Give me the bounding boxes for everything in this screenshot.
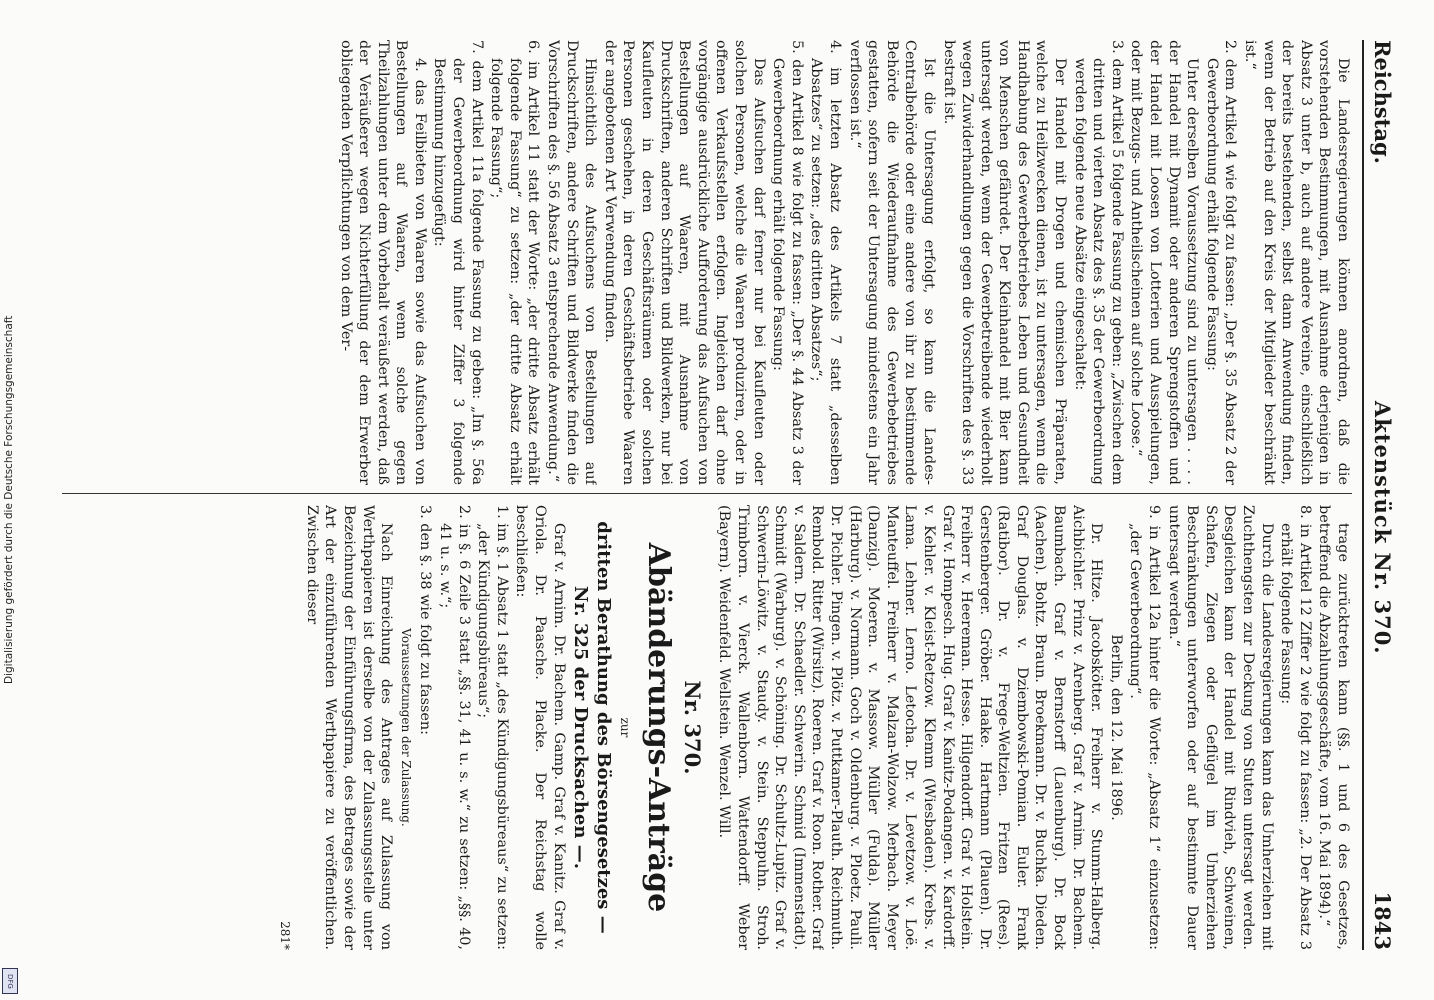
paragraph: Hinsichtlich des Aufsuchens von Bestellungen auf Druckschriften, andere Schriften und Bildwerke finden die Vorschriften des §. 56 Absatz 3 entsprechende Anwendung.“ [545,40,599,485]
paragraph: 4. im letzten Absatz des Artikels 7 statt „desselben Absatzes“ zu setzen: „des dritten Absatzes“; [808,40,843,485]
paragraph: 7. dem Artikel 11a folgende Fassung zu geben: „Im §. 56a der Gewerbeordnung wird hinter Ziffer 3 folgende Bestimmung hinzugefügt: [431,40,485,485]
paragraph: Durch die Landesregierungen kann das Umherziehen mit Zuchthengsten zur Deckung von Stuten untersagt werden. Desgleichen kann der Handel mit Rindvieh, Schweinen, Schafen, Ziegen oder Geflügel im Umherziehen Beschränkungen unterworfen oder auf bestimmte Dauer untersagt werden.“ [1165,505,1275,950]
header-rule [1362,40,1364,950]
section-connector: zur [618,717,633,738]
footnote-mark: 281* [278,921,293,950]
paragraph: 5. den Artikel 8 wie folgt zu fassen: „Der §. 44 Absatz 3 der Gewerbeordnung erhält folgende Fassung: [770,40,805,485]
section-subtitle: dritten Berathung des Börsengesetzes — Nr. 325 der Drucksachen —. [569,521,614,934]
paragraph: 9. in Artikel 12a hinter die Worte: „Absatz 1“ einzusetzen: „der Gewerbeordnung“. [1127,505,1163,950]
page-header [1366,40,1400,950]
paragraph: Das Aufsuchen darf ferner nur bei Kaufleuten oder solchen Personen, welche die Waaren produziren, oder in offenen Verkaufsstellen erfolgen. Ingleichen darf ohne vorgängige ausdrückliche Aufforderung das Aufsuchen von Bestellungen auf Waaren, mit Ausnahme von Druckschriften, anderen Schriften und Bildwerken, nur bei Kaufleuten in deren Geschäftsräumen oder solchen Personen geschehen, in deren Geschäftsbetriebe Waaren der angebotenen Art Verwendung finden. [601,40,767,485]
paragraph: Nach Einreichung des Antrages auf Zulassung von Werthpapieren ist derselbe von der Zulassungsstelle unter Bezeichnung der Einführungsfirma, des Betrages sowie der Art der einzuführenden Werthpapiere zu veröffentlichen. Zwischen dieser [303,505,395,950]
header-center: Aktenstück Nr. 370. [1370,400,1396,655]
section-number: Nr. 370. [679,680,705,775]
date-line: Berlin, den 12. Mai 1896. [1107,634,1124,821]
paragraph: 2. dem Artikel 4 wie folgt zu fassen: „Der §. 35 Absatz 2 der Gewerbeordnung erhält folgende Fassung: [1203,40,1239,485]
right-column [52,505,1352,950]
paragraph: 6. im Artikel 11 statt der Worte: „der dritte Absatz erhält folgende Fassung“ zu setzen: „der dritte Absatz erhält folgende Fassung“; [488,40,542,485]
list-item: 3. den §. 38 wie folgt zu fassen: [417,505,434,736]
dfg-logo-icon: DFG [2,968,18,994]
header-left: Reichstag. [1370,40,1396,164]
section-intro: Graf v. Arnim. Dr. Bachem. Gamp. Graf v. Kanitz. Graf v. Oriola. Dr. Paasche. Placke. Der Reichstag wolle beschließen: [513,505,567,950]
section-title: Abänderungs-Anträge [641,542,677,913]
page-number: 1843 [1370,891,1396,950]
paragraph: Unter derselben Voraussetzung sind zu untersagen . . . . der Handel mit Dynamit oder anderen Sprengstoffen und der Handel mit Loosen von Lotterien und Ausspielungen, oder mit Bezugs- und Antheilscheinen auf solche Loose.“ [1128,40,1201,485]
section-label: Voraussetzungen der Zulassung. [398,628,413,827]
paragraph: 3. dem Artikel 5 folgende Fassung zu geben: „Zwischen dem dritten und vierten Absatz des §. 35 der Gewerbeordnung werden folgende neue Absätze eingeschaltet: [1071,40,1125,485]
digitization-note: Digitalisierung gefördert durch die Deutsche Forschungsgemeinschaft [3,315,15,685]
paragraph: Der Handel mit Drogen und chemischen Präparaten, welche zu Heilzwecken dienen, ist zu untersagen, wenn die Handhabung des Gewerbebetriebes Leben und Gesundheit von Menschen gefährdet. Der Kleinhandel mit Bier kann untersagt werden, wenn der Gewerbetreibende wiederholt wegen Zuwiderhandlungen gegen die Vorschriften des §. 33 bestraft ist. [940,40,1069,485]
rotated-document-page [30,10,1410,970]
signatories: Dr. Hitze. Jacobskötter. Freiherr v. Stumm-Halberg. Aichbichler. Prinz v. Arenberg. Graf v. Arnim. Dr. Bachem. Baumbach. Graf v. Bernstorff (Lauenburg). Dr. Bock (Aachen). Bohtz. Braun. Broekmann. Dr. v. Buchka. Dieden. Graf Douglas. v. Dziembowski-Pomian. Euler. Frank (Ratibor). Dr. v. Frege-Weltzien. Fritzen (Rees). Gerstenberger. Gröber. Haake. Hartmann (Plauen). Dr. Freiherr v. Heereman. Hesse. Hilgendorff. Graf v. Holstein. Graf v. Hompesch. Hug. Graf v. Kanitz-Podangen. v. Kardorff. v. Kehler. v. Kleist-Retzow. Klemm (Wiesbaden). Krebs. v. Lama. Lehner. Lerno. Letocha. Dr. v. Levetzow. v. Loë. Manteuffel. Freiherr v. Malzan-Wolzow. Merbach. Meyer (Danzig). Moeren. v. Massow. Müller (Fulda). Müller (Harburg). v. Normann. Goch v. Oldenburg. v. Ploetz. Pauli. Dr. Pichler. Pingen. v. Plötz. v. Puttkamer-Plauth. Reichmuth. Rembold. Ritter (Wirsitz). Roeren. Graf v. Roon. Rother. Graf v. Saldern. Dr. Schaedler. Schwerin. Schmid (Immenstadt). Schmidt (Warburg). v. Schöning. Dr. Schultz-Lupitz. Graf v. Schwerin-Löwitz. v. Staudy. v. Stein. Steppuhn. Stroh. Trimborn. v. Vierck. Wallenborn. Wattendorff. Weber (Bayern). Weidenfeld. Wellstein. Wenzel. Will. [716,505,1105,950]
left-column [52,40,1352,485]
paragraph: trage zurücktreten kann (§§. 1 und 6 des Gesetzes, betreffend die Abzahlungsgeschäfte, vom 16. Mai 1894).“ [1316,505,1351,950]
list-item: 1. im §. 1 Absatz 1 statt „des Kündigungsbüreaus“ zu setzen: „der Kündigungsbüreaus“; [475,505,510,950]
column-divider [62,493,1352,494]
paragraph: Die Landesregierungen können anordnen, daß die vorstehenden Bestimmungen, mit Ausnahme derjenigen in Absatz 3 unter b, auch auf andere Vereine, einschließlich der bereits bestehenden, selbst dann Anwendung finden, wenn der Betrieb auf den Kreis der Mitglieder beschränkt ist.“ [1242,40,1351,485]
list-item: 2. in §. 6 Zeile 3 statt „§§. 31, 41 u. s. w.“ zu setzen: „§§. 40, 41 u. s. w.“; [437,505,472,950]
paragraph: 4. das Feilbieten von Waaren sowie das Aufsuchen von Bestellungen auf Waaren, wenn solche gegen Theilzahlungen unter dem Vorbehalt veräußert werden, daß der Veräußerer wegen Nichterfüllung der dem Erwerber obliegenden Verpflichtungen von dem Ver- [337,40,428,485]
paragraph: Ist die Untersagung erfolgt, so kann die Landes-Centralbehörde oder eine andere von ihr zu bestimmende Behörde die Wiederaufnahme des Gewerbebetriebes gestatten, sofern seit der Untersagung mindestens ein Jahr verflossen ist.“ [846,40,937,485]
paragraph: 8. in Artikel 12 Ziffer 2 wie folgt zu fassen: „2. Der Absatz 3 erhält folgende Fassung: [1278,505,1313,950]
